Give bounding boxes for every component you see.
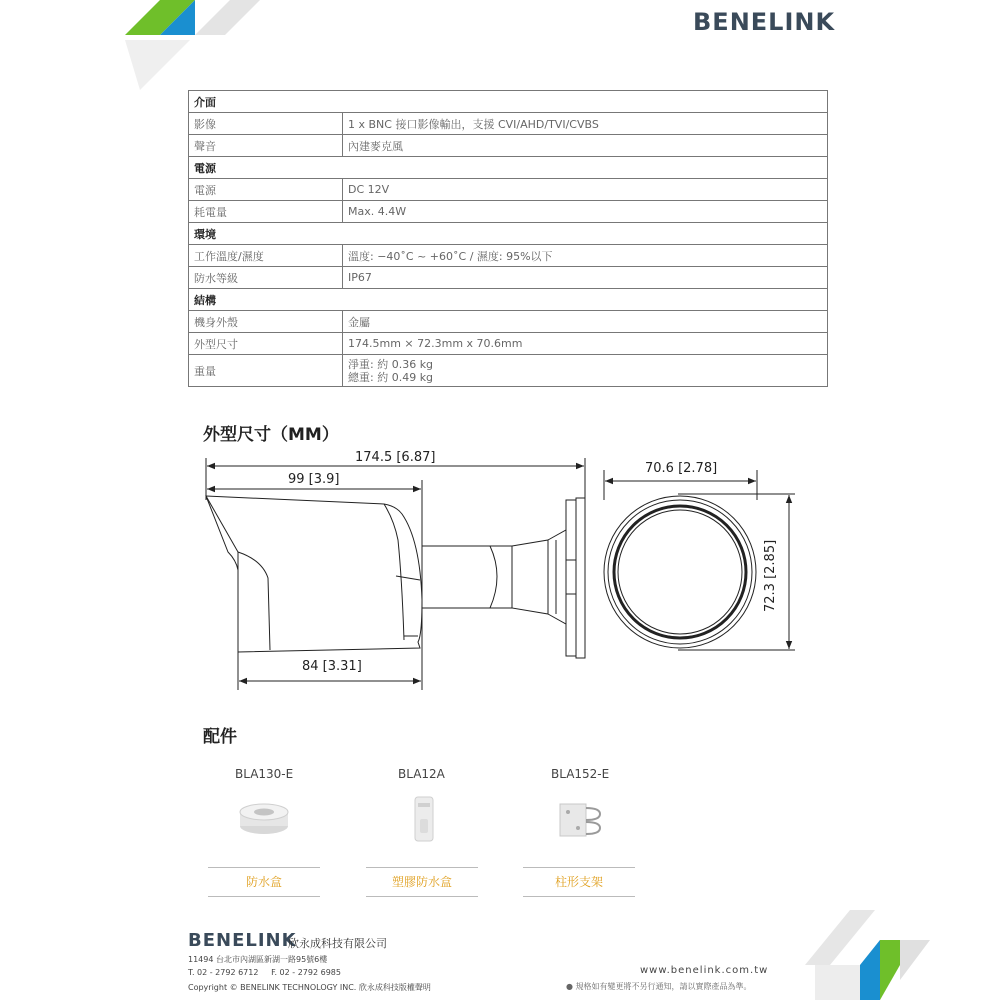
corner-decoration-bottom (770, 910, 1000, 1000)
spec-table (188, 90, 828, 387)
accessory-model: BLA152-E (551, 767, 610, 781)
spec-value: Max. 4.4W (343, 201, 828, 223)
dimension-height: 72.3 [2.85] (763, 539, 778, 612)
spec-label: 機身外殼 (189, 311, 343, 333)
spec-value: 內建麥克風 (343, 135, 828, 157)
accessory-caption: 防水盒 (208, 867, 320, 897)
spec-value: 淨重: 約 0.36 kg (348, 357, 434, 371)
spec-row (189, 179, 828, 201)
spec-value: 174.5mm × 72.3mm x 70.6mm (343, 333, 828, 355)
spec-label: 防水等級 (189, 267, 343, 289)
spec-row (189, 135, 828, 157)
spec-row (189, 355, 828, 387)
spec-label: 影像 (189, 113, 343, 135)
spec-value: 金屬 (343, 311, 828, 333)
dimensions-title: 外型尺寸（MM） (203, 425, 339, 445)
footer-brand-logo: BENELINK (188, 930, 297, 951)
footer-company-name: 欣永成科技有限公司 (288, 937, 387, 950)
spec-value: 總重: 約 0.49 kg (348, 370, 434, 384)
spec-value: DC 12V (343, 179, 828, 201)
spec-section-title: 電源 (189, 157, 828, 179)
footer-address: 11494 台北市內湖區新湖一路95號6樓 (188, 955, 328, 964)
brand-logo: BENELINK (693, 8, 836, 36)
spec-label: 聲音 (189, 135, 343, 157)
dimension-total-length: 174.5 [6.87] (355, 450, 436, 465)
footer-copyright: Copyright © BENELINK TECHNOLOGY INC. 欣永成科技版權聲明 (188, 983, 431, 992)
accessories-title: 配件 (203, 727, 237, 747)
spec-row (189, 333, 828, 355)
accessory-caption: 柱形支架 (523, 867, 635, 897)
spec-section-title: 環境 (189, 223, 828, 245)
spec-label: 耗電量 (189, 201, 343, 223)
spec-row (189, 311, 828, 333)
spec-label: 工作溫度/濕度 (189, 245, 343, 267)
spec-label: 電源 (189, 179, 343, 201)
spec-section-row (189, 223, 828, 245)
dimension-body-length: 84 [3.31] (302, 659, 362, 674)
footer-notice: ● 規格如有變更將不另行通知，請以實際產品為準。 (566, 982, 752, 991)
spec-section-row (189, 157, 828, 179)
spec-section-row (189, 91, 828, 113)
spec-section-row (189, 289, 828, 311)
pole-mount-image (552, 800, 602, 840)
spec-section-title: 結構 (189, 289, 828, 311)
spec-value: 溫度: −40˚C ~ +60˚C / 濕度: 95%以下 (343, 245, 828, 267)
spec-row (189, 267, 828, 289)
spec-label: 外型尺寸 (189, 333, 343, 355)
corner-decoration-top (0, 0, 260, 95)
accessory-caption: 塑膠防水盒 (366, 867, 478, 897)
accessory-model: BLA12A (398, 767, 445, 781)
spec-value: 1 x BNC 接口影像輸出，支援 CVI/AHD/TVI/CVBS (343, 113, 828, 135)
dimension-hood-length: 99 [3.9] (288, 472, 340, 487)
junction-box-image (236, 798, 292, 838)
plastic-box-image (410, 795, 438, 845)
dimension-width: 70.6 [2.78] (645, 461, 718, 476)
spec-value: IP67 (343, 267, 828, 289)
spec-section-title: 介面 (189, 91, 828, 113)
footer-website: www.benelink.com.tw (640, 965, 769, 976)
spec-row (189, 245, 828, 267)
accessory-model: BLA130-E (235, 767, 294, 781)
footer-phone: T. 02 - 2792 6712 F. 02 - 2792 6985 (188, 968, 341, 977)
spec-label: 重量 (189, 355, 343, 387)
spec-row (189, 113, 828, 135)
spec-row (189, 201, 828, 223)
